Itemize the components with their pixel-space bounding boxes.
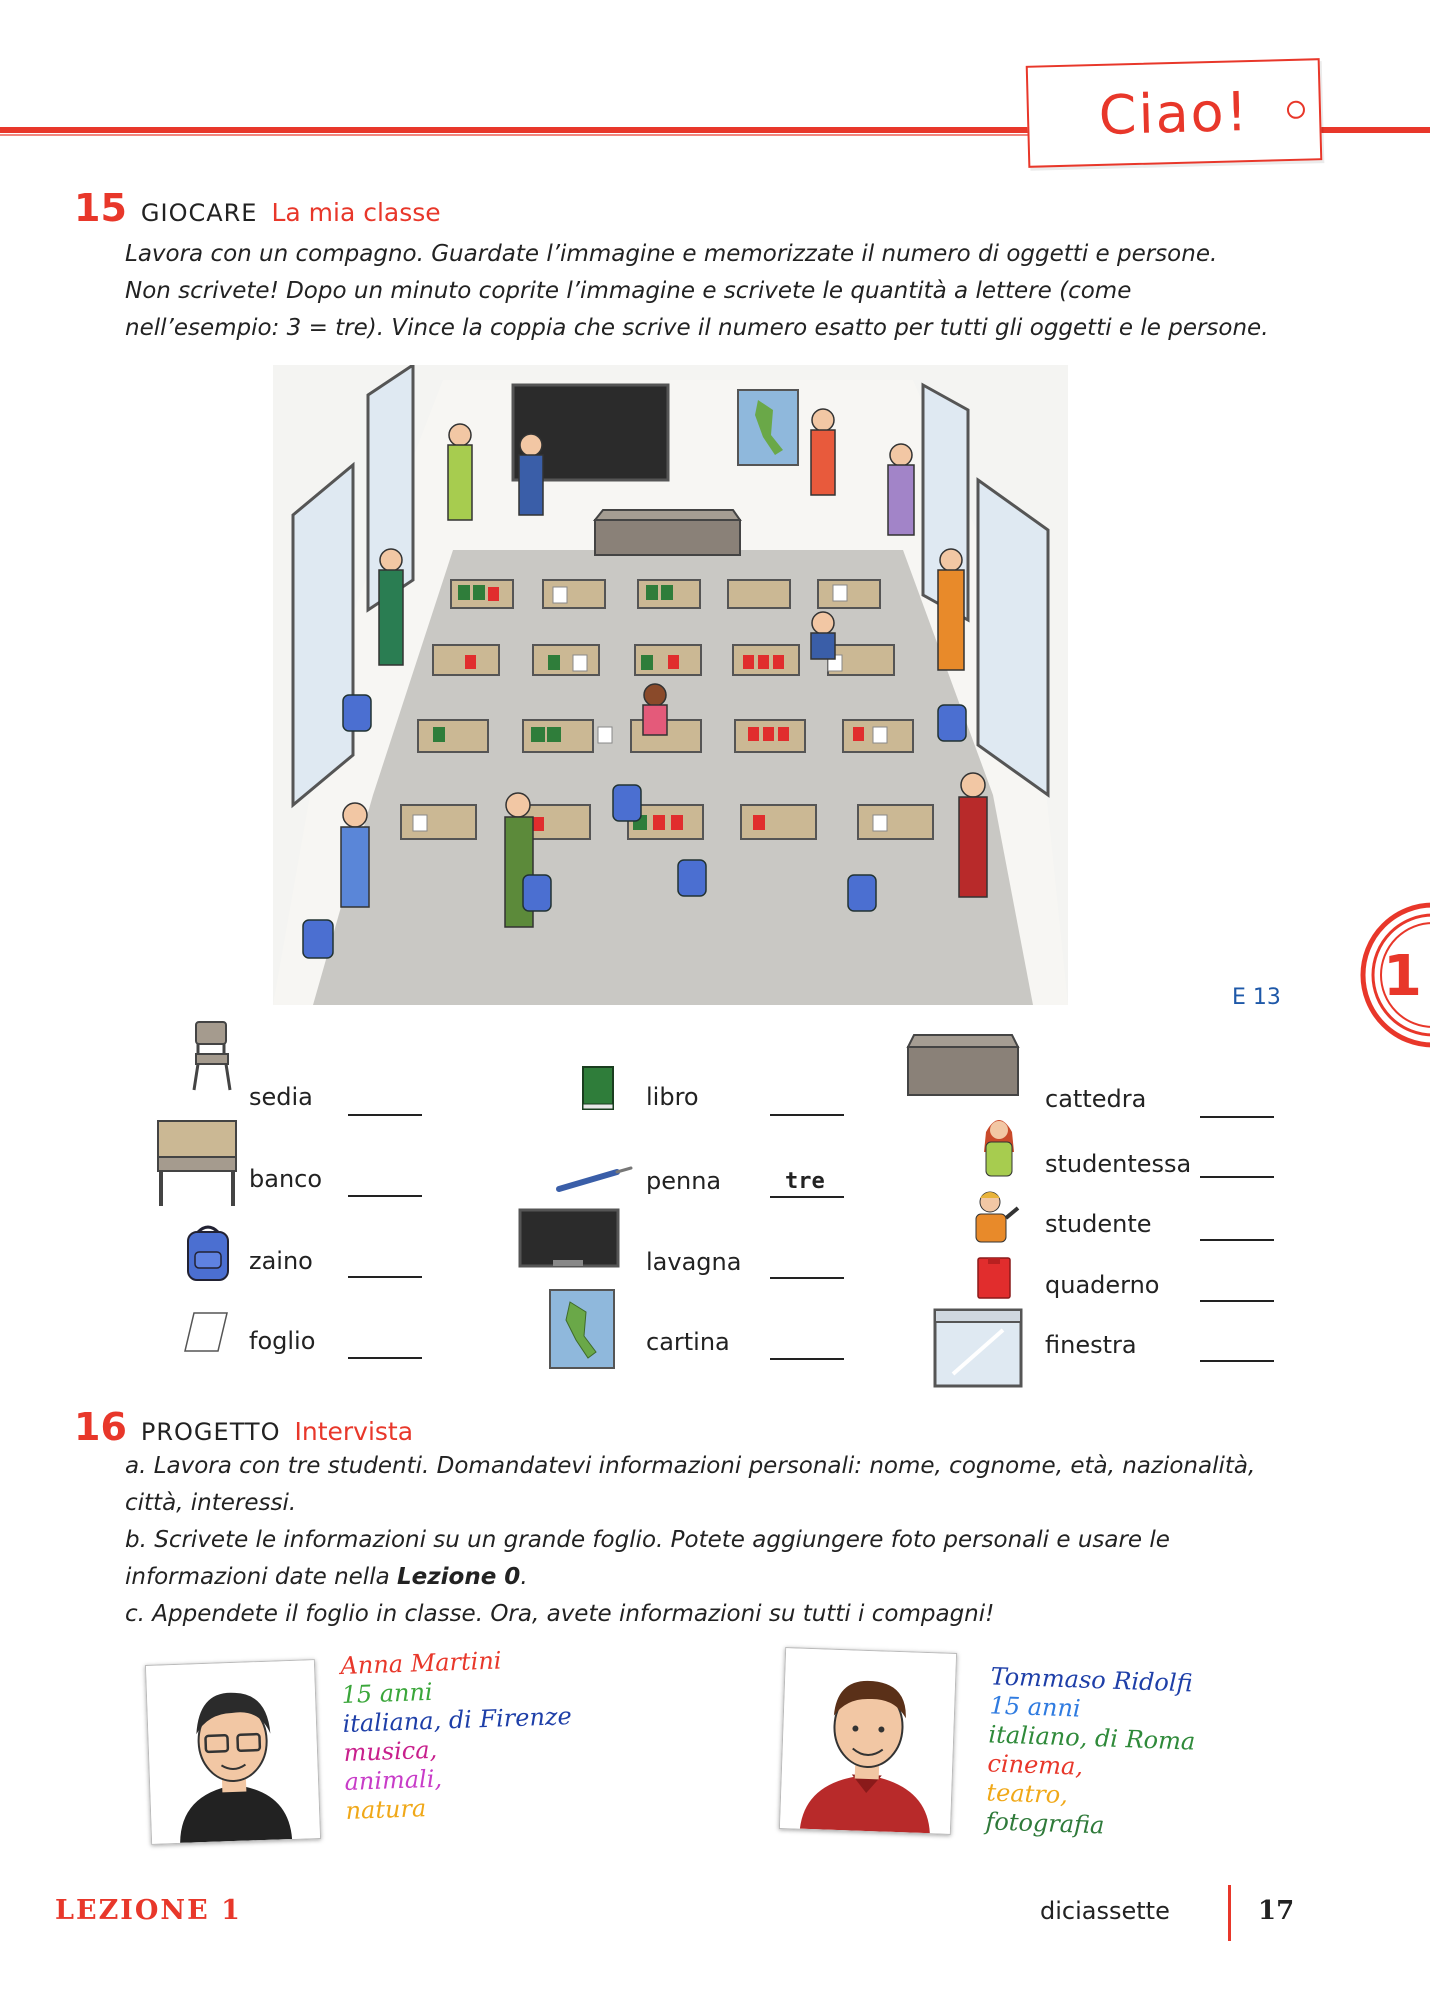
ex15-line: Lavora con un compagno. Guardate l’immagine e memorizzate il numero di oggetti e persone. xyxy=(125,241,1218,267)
item-label-cattedra: cattedra xyxy=(1045,1085,1147,1113)
answer-blank-sedia[interactable] xyxy=(348,1114,422,1116)
item-label-zaino: zaino xyxy=(249,1247,313,1275)
card-interest: cinema, xyxy=(987,1749,1084,1781)
card-interest: natura xyxy=(345,1794,427,1825)
footer-page-number: 17 xyxy=(1258,1896,1295,1926)
footer-page-word: diciassette xyxy=(1040,1897,1170,1925)
lesson-side-tab xyxy=(1328,900,1430,1050)
card-interest: fotografia xyxy=(985,1807,1105,1840)
ex15-kind: GIOCARE xyxy=(140,199,258,227)
chair-icon xyxy=(186,1018,236,1093)
answer-blank-zaino[interactable] xyxy=(348,1276,422,1278)
female-student-icon xyxy=(978,1112,1020,1178)
answer-blank-lavagna[interactable] xyxy=(770,1277,844,1279)
item-label-finestra: finestra xyxy=(1045,1331,1137,1359)
ex16-heading xyxy=(74,1405,413,1449)
item-label-sedia: sedia xyxy=(249,1083,313,1111)
blackboard-icon xyxy=(518,1208,620,1270)
item-label-libro: libro xyxy=(646,1083,699,1111)
ex16-kind: PROGETTO xyxy=(140,1418,281,1446)
avatar xyxy=(780,1648,956,1834)
exercise-reference: E 13 xyxy=(1232,985,1281,1010)
chapter-title: Ciao! xyxy=(1097,79,1251,147)
ex16-line-b1: b. Scrivete le informazioni su un grande foglio. Potete aggiungere foto personali e usare le xyxy=(125,1527,1170,1553)
ex16-line-c: c. Appendete il foglio in classe. Ora, avete informazioni su tutti i compagni! xyxy=(125,1601,995,1627)
ex16-instructions xyxy=(125,1448,1345,1633)
ex16-line-b2: informazioni date nella Lezione 0. xyxy=(125,1564,528,1590)
footer-divider xyxy=(1228,1885,1231,1941)
card-name: Tommaso Ridolfi xyxy=(990,1662,1194,1698)
item-label-studentessa: studentessa xyxy=(1045,1150,1192,1178)
card-text-anna xyxy=(340,1644,575,1826)
paper-sheet-icon xyxy=(182,1310,230,1354)
answer-blank-studente[interactable] xyxy=(1200,1239,1274,1241)
classroom-illustration xyxy=(273,365,1068,1005)
pen-icon xyxy=(555,1164,635,1194)
answer-blank-studentessa[interactable] xyxy=(1200,1176,1274,1178)
item-label-cartina: cartina xyxy=(646,1328,730,1356)
ex16-line-a1: a. Lavora con tre studenti. Domandatevi informazioni personali: nome, cognome, età, nazionalità, xyxy=(125,1453,1256,1479)
desk-icon xyxy=(155,1118,240,1208)
card-age: 15 anni xyxy=(341,1677,434,1710)
answer-blank-quaderno[interactable] xyxy=(1200,1300,1274,1302)
teacher-desk-icon xyxy=(906,1033,1020,1099)
ex15-line: Non scrivete! Dopo un minuto coprite l’immagine e scrivete le quantità a lettere (come xyxy=(125,278,1132,304)
ex15-heading xyxy=(74,186,441,230)
answer-blank-cartina[interactable] xyxy=(770,1358,844,1360)
item-label-banco: banco xyxy=(249,1165,323,1193)
book-icon xyxy=(580,1064,616,1112)
answer-blank-cattedra[interactable] xyxy=(1200,1116,1274,1118)
teacher-desk-icon xyxy=(595,520,740,555)
ex15-instructions xyxy=(125,236,1345,347)
item-label-quaderno: quaderno xyxy=(1045,1271,1160,1299)
footer-lesson: LEZIONE 1 xyxy=(55,1895,242,1926)
ex16-line-a2: città, interessi. xyxy=(125,1490,297,1516)
male-student-icon xyxy=(966,1188,1022,1244)
lesson-zero-ref: Lezione 0 xyxy=(397,1564,521,1590)
card-origin: italiano, di Roma xyxy=(988,1720,1196,1756)
answer-blank-finestra[interactable] xyxy=(1200,1360,1274,1362)
student-photo-tommaso xyxy=(779,1647,957,1835)
answer-blank-penna xyxy=(770,1196,844,1198)
tag-hole-icon xyxy=(1287,101,1305,119)
header-rule-thin xyxy=(0,134,1030,136)
ex15-number: 15 xyxy=(74,186,127,230)
card-interest: musica, xyxy=(343,1735,438,1767)
example-answer: tre xyxy=(785,1169,825,1194)
map-icon xyxy=(548,1288,616,1370)
item-label-studente: studente xyxy=(1045,1210,1152,1238)
ex16-number: 16 xyxy=(74,1405,127,1449)
chapter-title-tag xyxy=(1026,58,1323,168)
backpack-icon xyxy=(183,1222,233,1284)
notebook-icon xyxy=(976,1256,1012,1300)
answer-blank-libro[interactable] xyxy=(770,1114,844,1116)
window-icon xyxy=(933,1308,1023,1388)
card-interest: teatro, xyxy=(986,1778,1069,1810)
side-tab-number: 1 xyxy=(1383,944,1422,1009)
card-interest: animali, xyxy=(344,1764,443,1796)
card-name: Anna Martini xyxy=(340,1646,502,1681)
card-origin: italiana, di Firenze xyxy=(342,1702,573,1739)
ex15-line: nell’esempio: 3 = tre). Vince la coppia che scrive il numero esatto per tutti gli oggetti e le persone. xyxy=(125,315,1269,341)
card-text-tommaso xyxy=(985,1662,1198,1843)
ex15-title: La mia classe xyxy=(271,198,441,227)
ex16-title: Intervista xyxy=(294,1417,414,1446)
answer-blank-banco[interactable] xyxy=(348,1195,422,1197)
avatar xyxy=(146,1660,320,1844)
item-label-lavagna: lavagna xyxy=(646,1248,742,1276)
student-photo-anna xyxy=(145,1659,321,1845)
item-label-penna: penna xyxy=(646,1167,722,1195)
item-label-foglio: foglio xyxy=(249,1327,316,1355)
answer-blank-foglio[interactable] xyxy=(348,1357,422,1359)
card-age: 15 anni xyxy=(989,1691,1082,1723)
